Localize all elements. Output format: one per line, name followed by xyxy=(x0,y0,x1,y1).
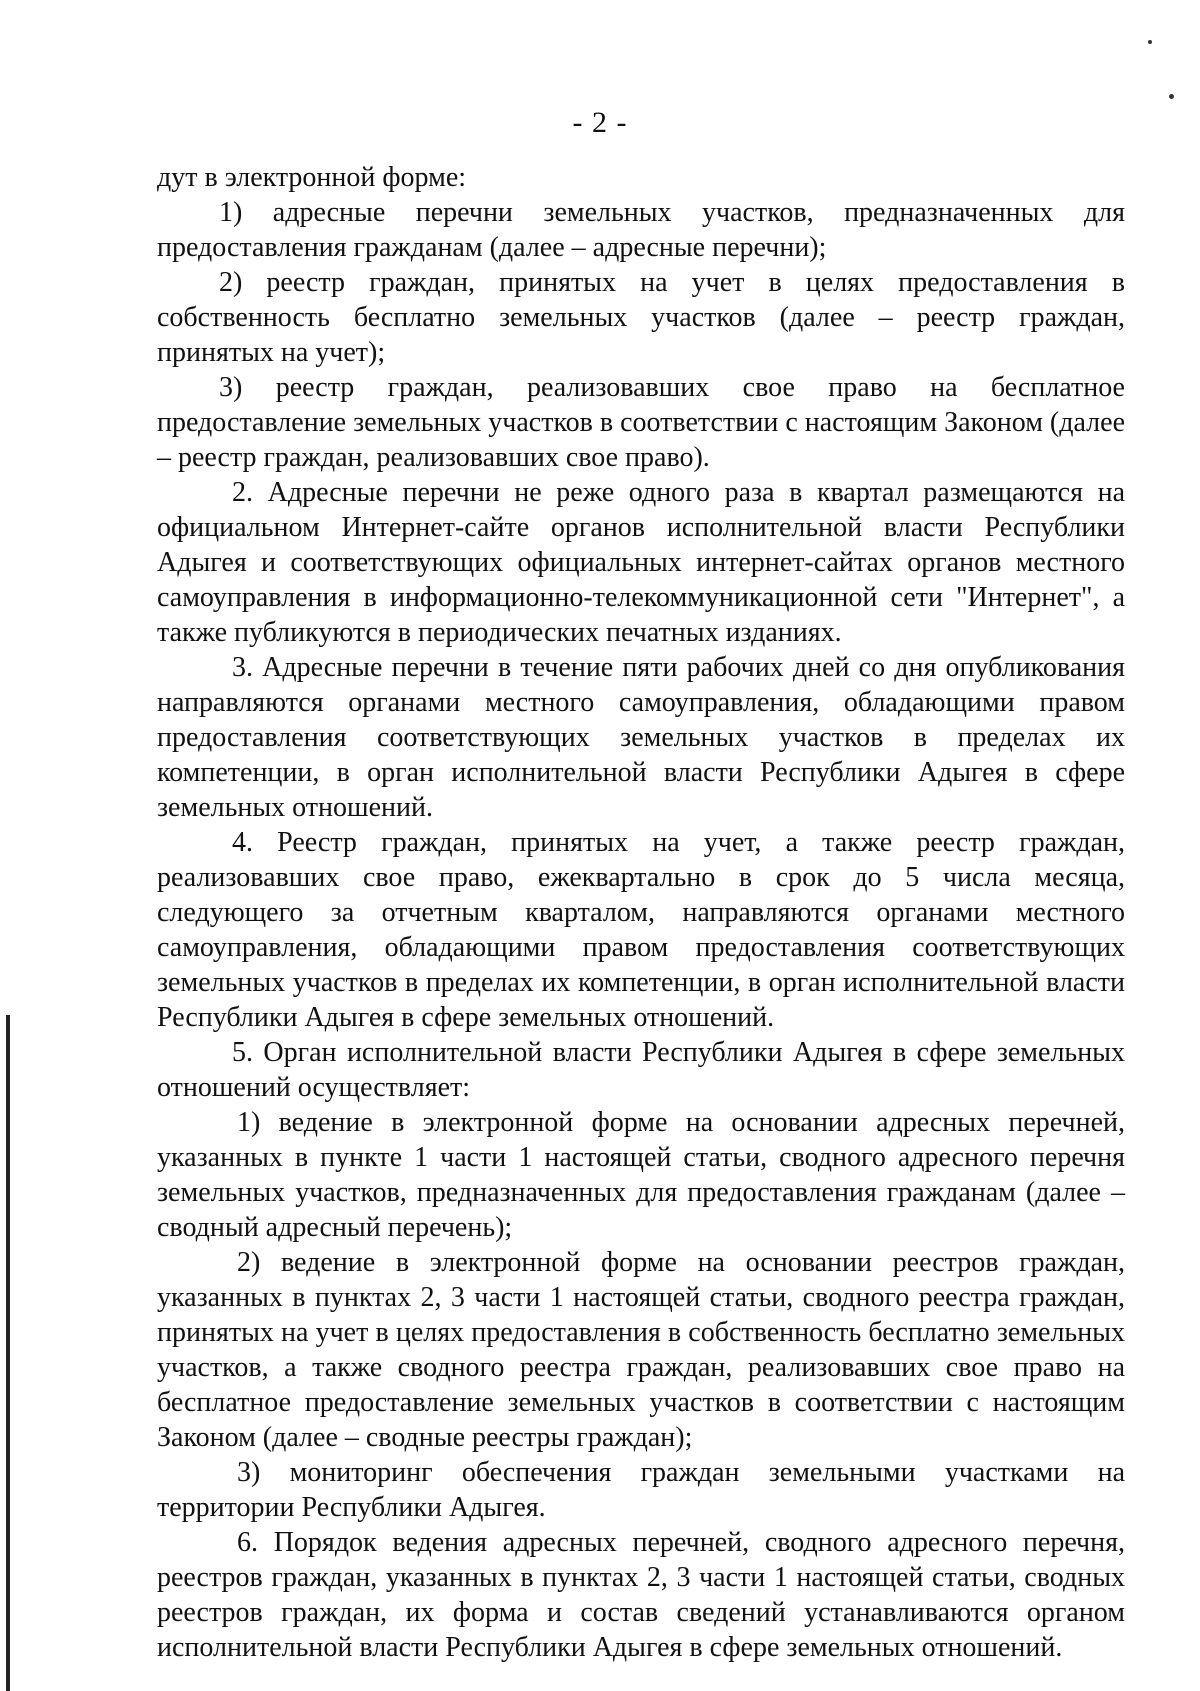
paragraph-clause-5-item-1: 1) ведение в электронной форме на основании адресных перечней, указанных в пункте 1 части 1 настоящей статьи, сводного адресного перечня земельных участков, предназначенных для предоставления гражданам (далее – сводный адресный перечень); xyxy=(157,1107,1125,1243)
paragraph-item-2-registry: 2) реестр граждан, принятых на учет в целях предоставления в собственность бесплатно земельных участков (далее – реестр граждан, принятых на учет); xyxy=(157,267,1125,368)
scan-edge-line xyxy=(6,1015,10,1691)
paragraph-clause-5-item-2: 2) ведение в электронной форме на основании реестров граждан, указанных в пунктах 2, 3 части 1 настоящей статьи, сводного реестра граждан, принятых на учет в целях предоставления в собственность бесплатно земельных участков, а также сводного реестра граждан, реализовавших свое право на бесплатное предоставление земельных участков в соответствии с настоящим Законом (далее – сводные реестры граждан); xyxy=(157,1247,1125,1453)
scan-speck-right xyxy=(1169,94,1174,99)
paragraph-clause-3: 3. Адресные перечни в течение пяти рабочих дней со дня опубликования направляются органами местного самоуправления, обладающими правом предоставления соответствующих земельных участков в пределах их компетенции, в орган исполнительной власти Республики Адыгея в сфере земельных отношений. xyxy=(157,652,1125,823)
paragraph-clause-5-item-3: 3) мониторинг обеспечения граждан земельными участками на территории Республики Адыгея. xyxy=(157,1457,1125,1523)
scan-speck-top xyxy=(1148,40,1152,44)
paragraph-item-3-registry: 3) реестр граждан, реализовавших свое право на бесплатное предоставление земельных участков в соответствии с настоящим Законом (далее – реестр граждан, реализовавших свое право). xyxy=(157,372,1125,473)
document-body xyxy=(157,160,1125,1665)
paragraph-continuation: дут в электронной форме: xyxy=(157,162,467,193)
paragraph-item-1-addresses: 1) адресные перечни земельных участков, предназначенных для предоставления гражданам (далее – адресные перечни); xyxy=(157,197,1125,263)
page-number: - 2 - xyxy=(572,106,628,139)
paragraph-clause-2: 2. Адресные перечни не реже одного раза в квартал размещаются на официальном Интернет-сайте органов исполнительной власти Республики Адыгея и соответствующих официальных интернет-сайтах органов местного самоуправления в информационно-телекоммуникационной сети "Интернет", а также публикуются в периодических печатных изданиях. xyxy=(157,477,1125,648)
paragraph-clause-6: 6. Порядок ведения адресных перечней, сводного адресного перечня, реестров граждан, указанных в пунктах 2, 3 части 1 настоящей статьи, сводных реестров граждан, их форма и состав сведений устанавливаются органом исполнительной власти Республики Адыгея в сфере земельных отношений. xyxy=(157,1527,1125,1663)
paragraph-clause-4: 4. Реестр граждан, принятых на учет, а также реестр граждан, реализовавших свое право, ежеквартально в срок до 5 числа месяца, следующего за отчетным кварталом, направляются органами местного самоуправления, обладающими правом предоставления соответствующих земельных участков в пределах их компетенции, в орган исполнительной власти Республики Адыгея в сфере земельных отношений. xyxy=(157,827,1125,1033)
paragraph-clause-5: 5. Орган исполнительной власти Республики Адыгея в сфере земельных отношений осуществляет: xyxy=(157,1037,1125,1103)
